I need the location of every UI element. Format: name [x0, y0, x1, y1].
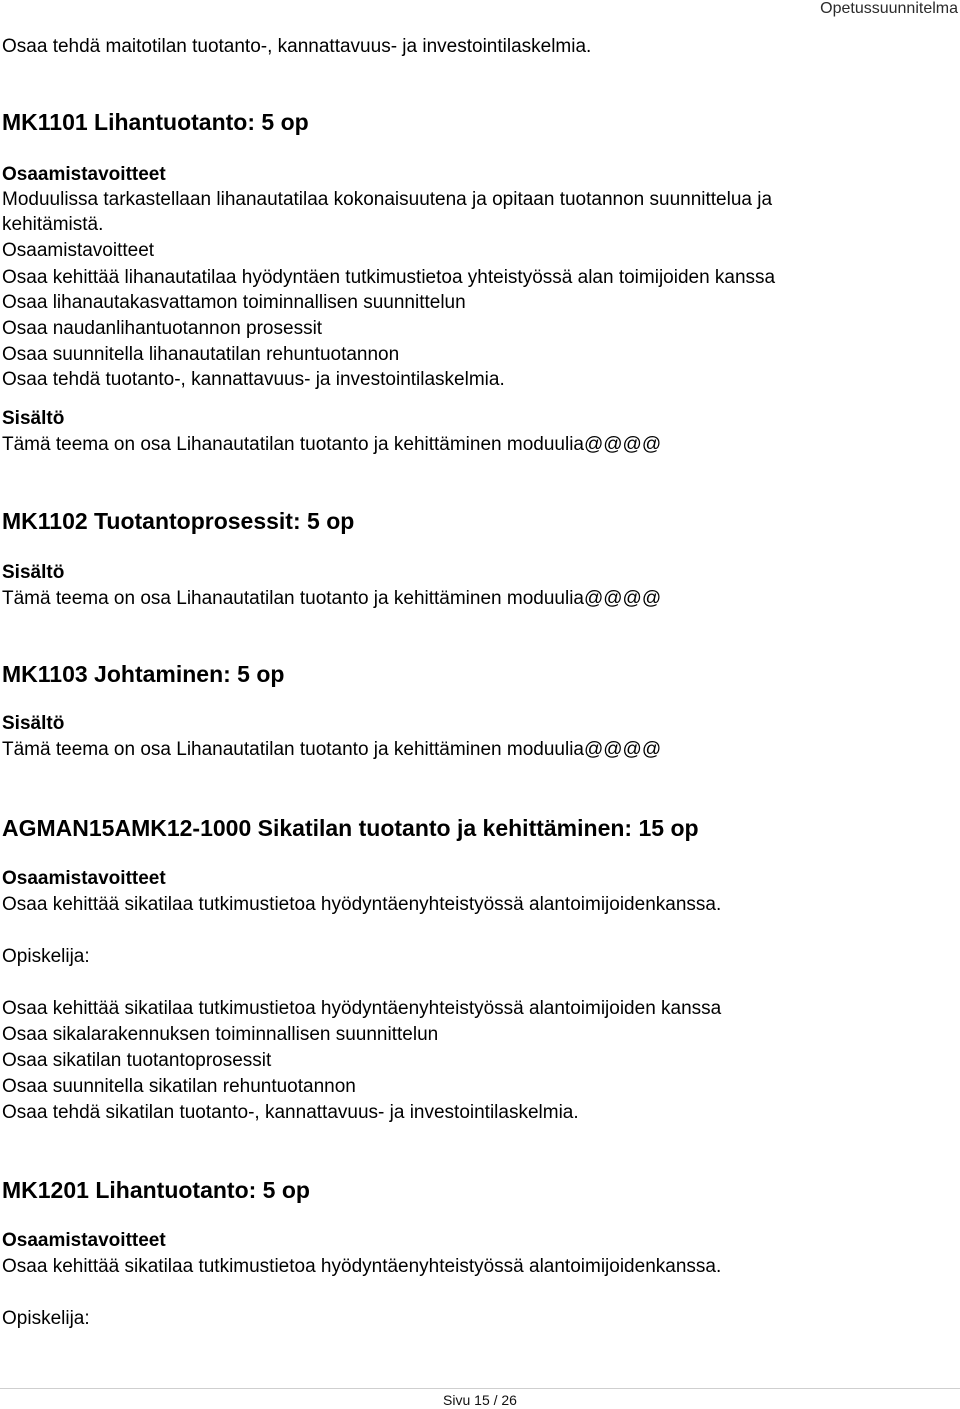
- goal-item: Osaa kehittää lihanautatilaa hyödyntäen tutkimustietoa yhteistyössä alan toimijoiden kanssa: [2, 267, 776, 288]
- goal-item: Osaa suunnitella lihanautatilan rehuntuotannon: [2, 344, 400, 365]
- content-heading: Sisältö: [2, 562, 65, 583]
- goal-item: Osaa suunnitella sikatilan rehuntuotannon: [2, 1076, 356, 1097]
- description-line: Moduulissa tarkastellaan lihanautatilaa kokonaisuutena ja opitaan tuotannon suunnittelua ja: [2, 189, 773, 210]
- student-label: Opiskelija:: [2, 1308, 90, 1329]
- intro-text: Osaa tehdä maitotilan tuotanto-, kannattavuus- ja investointilaskelmia.: [2, 36, 592, 57]
- content-heading: Sisältö: [2, 408, 65, 429]
- footer-divider: [0, 1388, 960, 1389]
- page-number: Sivu 15 / 26: [443, 1392, 517, 1408]
- content-heading: Sisältö: [2, 713, 65, 734]
- content-text: Tämä teema on osa Lihanautatilan tuotanto ja kehittäminen moduulia@@@@: [2, 739, 662, 760]
- section-title-mk1103: MK1103 Johtaminen: 5 op: [2, 661, 285, 687]
- goals-heading: Osaamistavoitteet: [2, 164, 166, 185]
- content-text: Tämä teema on osa Lihanautatilan tuotanto ja kehittäminen moduulia@@@@: [2, 588, 662, 609]
- section-title-mk1201: MK1201 Lihantuotanto: 5 op: [2, 1177, 310, 1203]
- section-title-mk1102: MK1102 Tuotantoprosessit: 5 op: [2, 508, 355, 534]
- section-title-agman: AGMAN15AMK12-1000 Sikatilan tuotanto ja kehittäminen: 15 op: [2, 815, 699, 841]
- student-label: Opiskelija:: [2, 946, 90, 967]
- section-title-mk1101: MK1101 Lihantuotanto: 5 op: [2, 109, 309, 135]
- goal-item: Osaa naudanlihantuotannon prosessit: [2, 318, 323, 339]
- goal-item: Osaa kehittää sikatilaa tutkimustietoa hyödyntäenyhteistyössä alantoimijoiden kanssa: [2, 998, 722, 1019]
- goals-heading: Osaamistavoitteet: [2, 1230, 166, 1251]
- goals-heading: Osaamistavoitteet: [2, 868, 166, 889]
- goals-heading: Osaamistavoitteet: [2, 240, 155, 261]
- document-type-label: Opetussuunnitelma: [820, 0, 958, 17]
- goal-summary: Osaa kehittää sikatilaa tutkimustietoa hyödyntäenyhteistyössä alantoimijoidenkanssa.: [2, 1256, 722, 1277]
- goal-item: Osaa lihanautakasvattamon toiminnallisen suunnittelun: [2, 292, 466, 313]
- description-line: kehitämistä.: [2, 214, 104, 235]
- goal-summary: Osaa kehittää sikatilaa tutkimustietoa hyödyntäenyhteistyössä alantoimijoidenkanssa.: [2, 894, 722, 915]
- goal-item: Osaa tehdä tuotanto-, kannattavuus- ja investointilaskelmia.: [2, 369, 505, 390]
- content-text: Tämä teema on osa Lihanautatilan tuotanto ja kehittäminen moduulia@@@@: [2, 434, 662, 455]
- goal-item: Osaa tehdä sikatilan tuotanto-, kannattavuus- ja investointilaskelmia.: [2, 1102, 579, 1123]
- goal-item: Osaa sikatilan tuotantoprosessit: [2, 1050, 272, 1071]
- goal-item: Osaa sikalarakennuksen toiminnallisen suunnittelun: [2, 1024, 439, 1045]
